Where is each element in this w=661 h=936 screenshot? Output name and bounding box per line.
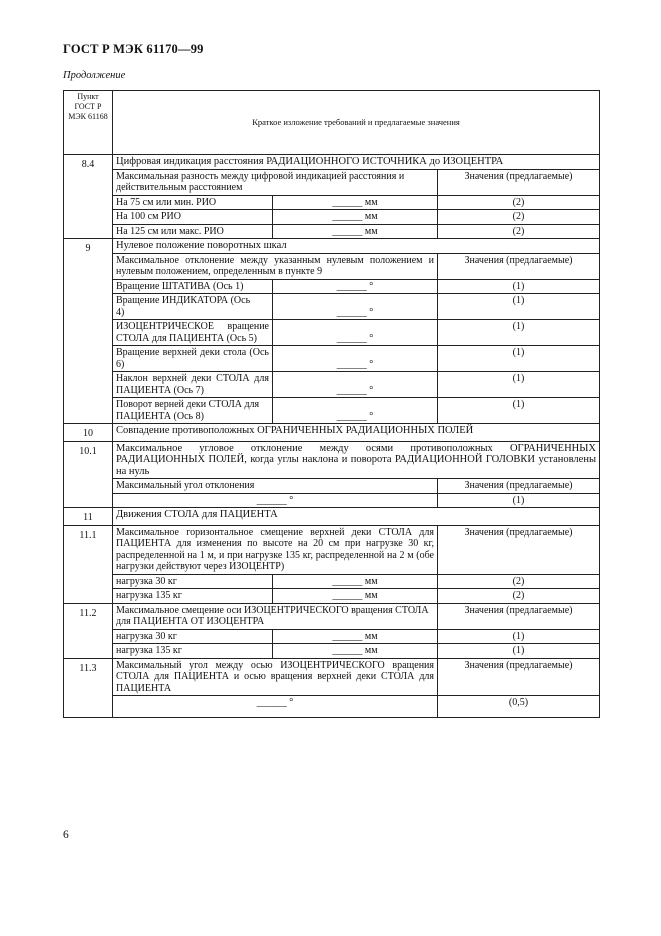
section-row-11-1 [64, 525, 600, 574]
row-value: (1) [438, 398, 600, 424]
requirement-description: Максимальное угловое отклонение между осями противоположных ОГРАНИЧЕННЫХ РАДИАЦИОННЫХ ПОЛЕЙ, когда углы наклона и поворота РАДИАЦИОННОЙ ГОЛОВКИ установлены на нуль [113, 441, 600, 479]
table-row [64, 169, 600, 195]
document-title: ГОСТ Р МЭК 61170—99 [63, 42, 204, 56]
blank-deg: ______ ° [273, 372, 438, 398]
blank-mm: ______ мм [273, 589, 438, 604]
point-number: 11.2 [64, 603, 113, 658]
table-row [64, 320, 600, 346]
row-value: (2) [438, 195, 600, 210]
header-point-cell: Пункт ГОСТ Р МЭК 61168 [64, 91, 113, 155]
table-row [64, 195, 600, 210]
table-row [64, 372, 600, 398]
table-row [64, 696, 600, 718]
requirement-description: Максимальный угол между осью ИЗОЦЕНТРИЧЕСКОГО вращения СТОЛА для ПАЦИЕНТА и осью вращения верхней деки СТОЛА для ПАЦИЕНТА [113, 658, 438, 696]
section-row-11-3 [64, 658, 600, 696]
values-label: Значения (предлагаемые) [438, 479, 600, 494]
requirement-description: Максимальное отклонение между указанным нулевым положением и нулевым положением, определенным в пункте 9 [113, 253, 438, 279]
table-row [64, 346, 600, 372]
section-row-9 [64, 239, 600, 254]
values-label: Значения (предлагаемые) [438, 169, 600, 195]
row-value: (1) [438, 279, 600, 294]
blank-mm: ______ мм [273, 210, 438, 225]
blank-mm: ______ мм [273, 574, 438, 589]
section-row-10-1 [64, 441, 600, 479]
blank-deg: ______ ° [273, 294, 438, 320]
row-label: нагрузка 135 кг [113, 644, 273, 659]
table-row [64, 644, 600, 659]
row-value: (1) [438, 320, 600, 346]
table-row [64, 629, 600, 644]
values-label: Значения (предлагаемые) [438, 658, 600, 696]
requirement-description: Максимальное смещение оси ИЗОЦЕНТРИЧЕСКОГО вращения СТОЛА для ПАЦИЕНТА ОТ ИЗОЦЕНТРА [113, 603, 438, 629]
section-title: Движения СТОЛА для ПАЦИЕНТА [113, 508, 600, 526]
row-value: (0,5) [438, 696, 600, 718]
row-value: (1) [438, 346, 600, 372]
page-number: 6 [63, 829, 69, 841]
row-value: (1) [438, 372, 600, 398]
row-label: Вращение ИНДИКАТОРА (Ось 4) [113, 294, 273, 320]
section-title: Совпадение противоположных ОГРАНИЧЕННЫХ РАДИАЦИОННЫХ ПОЛЕЙ [113, 424, 600, 442]
section-row-11 [64, 508, 600, 526]
blank-deg: ______ ° [113, 493, 438, 508]
row-label: Поворот верней деки СТОЛА для ПАЦИЕНТА (Ось 8) [113, 398, 273, 424]
row-label: На 125 см или макс. РИО [113, 224, 273, 239]
requirements-table [63, 90, 600, 718]
blank-deg: ______ ° [273, 279, 438, 294]
values-label: Значения (предлагаемые) [438, 253, 600, 279]
point-number: 11.1 [64, 525, 113, 603]
row-label: На 75 см или мин. РИО [113, 195, 273, 210]
requirement-description: Максимальное горизонтальное смещение верхней деки СТОЛА для ПАЦИЕНТА для изменения по высоте на 20 см при нагрузке 30 кг, распределенной на 1 м, и при нагрузке 135 кг, распределенной на 2 м (обе нагрузки действуют через ИЗОЦЕНТР) [113, 525, 438, 574]
row-value: (2) [438, 574, 600, 589]
table-row [64, 224, 600, 239]
header-main-cell: Краткое изложение требований и предлагаемые значения [113, 91, 600, 155]
point-number: 9 [64, 239, 113, 424]
row-value: (1) [438, 629, 600, 644]
section-title: Нулевое положение поворотных шкал [113, 239, 600, 254]
section-title: Цифровая индикация расстояния РАДИАЦИОННОГО ИСТОЧНИКА до ИЗОЦЕНТРА [113, 155, 600, 170]
section-row-11-2 [64, 603, 600, 629]
row-value: (1) [438, 493, 600, 508]
point-number: 11.3 [64, 658, 113, 718]
blank-mm: ______ мм [273, 195, 438, 210]
blank-deg: ______ ° [273, 320, 438, 346]
blank-mm: ______ мм [273, 644, 438, 659]
table-row [64, 479, 600, 494]
point-number: 8.4 [64, 155, 113, 239]
blank-deg: ______ ° [273, 398, 438, 424]
row-label: Вращение верхней деки стола (Ось 6) [113, 346, 273, 372]
table-row [64, 574, 600, 589]
row-label: нагрузка 135 кг [113, 589, 273, 604]
row-label: На 100 см РИО [113, 210, 273, 225]
row-label: Вращение ШТАТИВА (Ось 1) [113, 279, 273, 294]
row-value: (2) [438, 224, 600, 239]
blank-mm: ______ мм [273, 629, 438, 644]
blank-deg: ______ ° [113, 696, 438, 718]
row-label: нагрузка 30 кг [113, 629, 273, 644]
row-label: ИЗОЦЕНТРИЧЕСКОЕ вращение СТОЛА для ПАЦИЕНТА (Ось 5) [113, 320, 273, 346]
point-number: 11 [64, 508, 113, 526]
table-row [64, 253, 600, 279]
row-label: Максимальный угол отклонения [113, 479, 438, 494]
point-number: 10 [64, 424, 113, 442]
table-row [64, 493, 600, 508]
blank-mm: ______ мм [273, 224, 438, 239]
values-label: Значения (предлагаемые) [438, 525, 600, 574]
row-label: нагрузка 30 кг [113, 574, 273, 589]
section-row-10 [64, 424, 600, 442]
row-label: Наклон верхней деки СТОЛА для ПАЦИЕНТА (Ось 7) [113, 372, 273, 398]
table-row [64, 398, 600, 424]
row-value: (1) [438, 644, 600, 659]
section-row-8-4 [64, 155, 600, 170]
point-number: 10.1 [64, 441, 113, 508]
continuation-label: Продолжение [63, 70, 126, 81]
requirement-description: Максимальная разность между цифровой индикацией расстояния и действительным расстоянием [113, 169, 438, 195]
row-value: (2) [438, 210, 600, 225]
table-row [64, 210, 600, 225]
row-value: (2) [438, 589, 600, 604]
blank-deg: ______ ° [273, 346, 438, 372]
row-value: (1) [438, 294, 600, 320]
values-label: Значения (предлагаемые) [438, 603, 600, 629]
table-header-row [64, 91, 600, 155]
table-row [64, 279, 600, 294]
table-row [64, 589, 600, 604]
table-row [64, 294, 600, 320]
